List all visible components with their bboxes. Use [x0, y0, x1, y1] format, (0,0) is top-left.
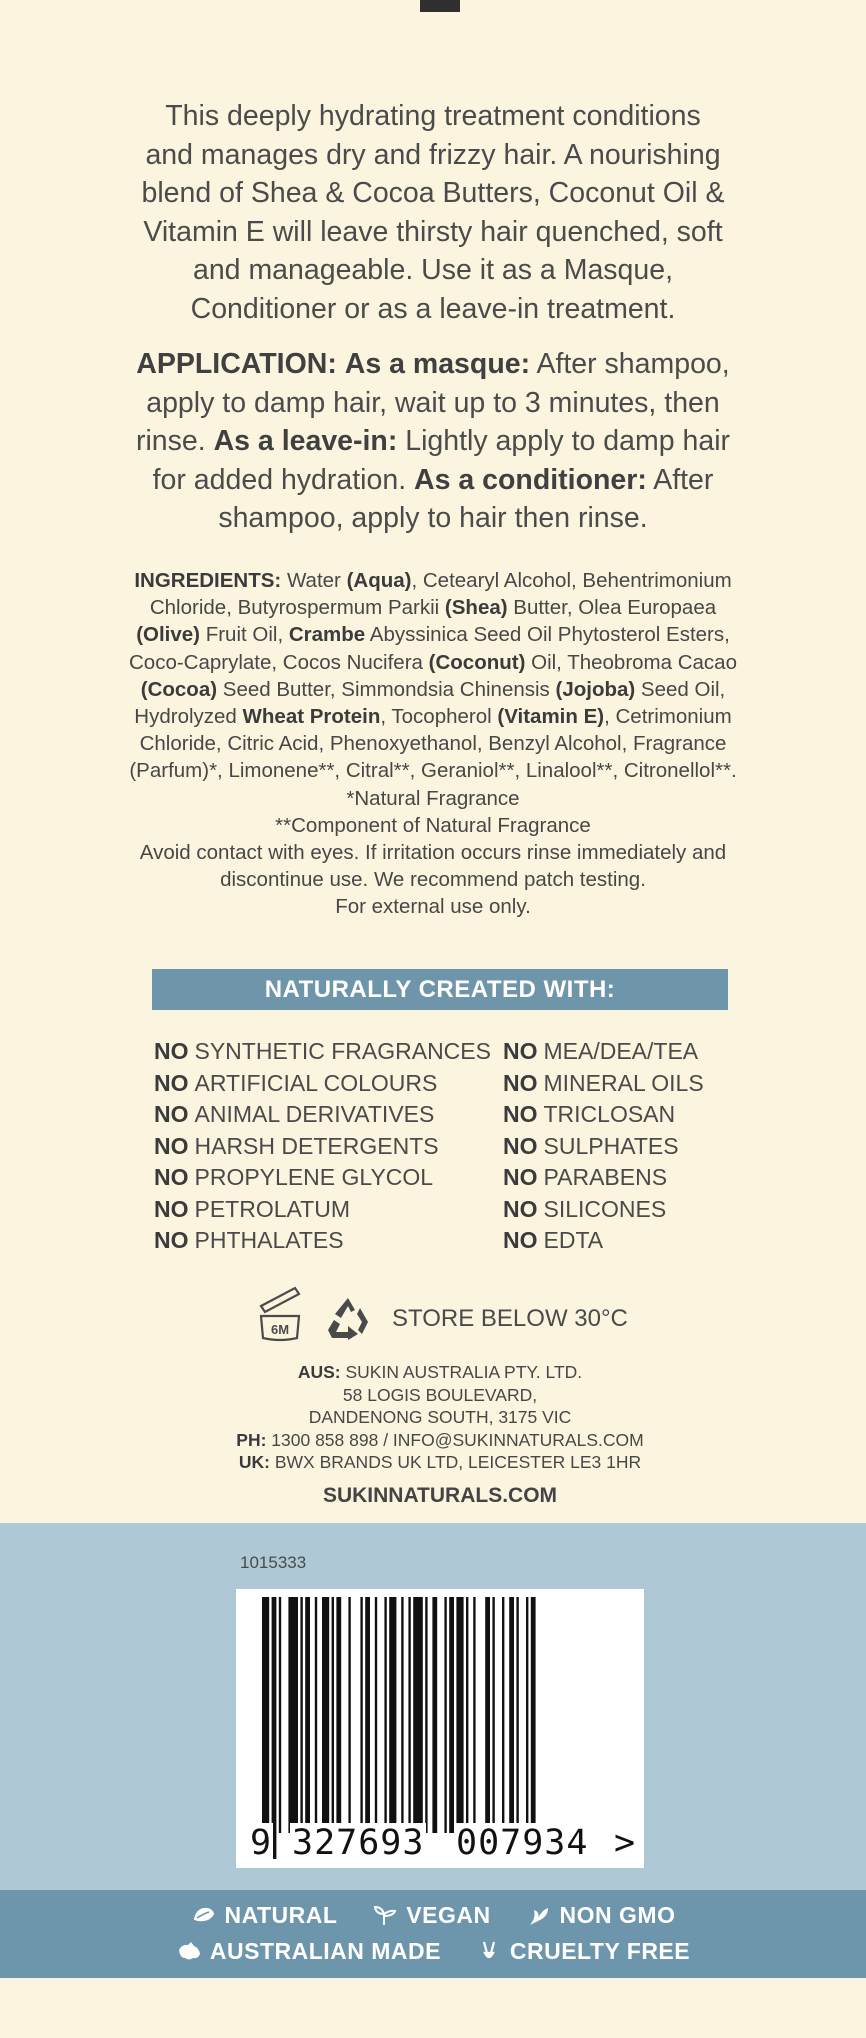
barcode-bar: [375, 1597, 377, 1833]
free-from-label: TRICLOSAN: [543, 1101, 676, 1127]
barcode-bar: [432, 1597, 437, 1833]
application-heading: APPLICATION:: [136, 348, 337, 380]
ingredient-highlight: (Cocoa): [140, 677, 218, 701]
leavein-label: As a leave-in:: [213, 425, 398, 457]
no-word: NO: [154, 1132, 189, 1159]
product-code: 1015333: [240, 1553, 307, 1572]
free-from-item: [503, 1068, 704, 1100]
free-from-item: [503, 1162, 704, 1194]
aus-company: SUKIN AUSTRALIA PTY. LTD.: [345, 1362, 583, 1382]
free-from-label: SILICONES: [543, 1195, 667, 1222]
free-from-item: [154, 1225, 491, 1257]
free-from-item: [154, 1099, 491, 1131]
free-from-item: [154, 1068, 491, 1100]
no-word: NO: [503, 1038, 538, 1064]
barcode-bar: [516, 1597, 518, 1833]
leavein-text: Lightly apply to damp hair for added hydration.: [152, 425, 731, 496]
no-word: NO: [154, 1164, 189, 1190]
ingredients-label: INGREDIENTS:: [134, 569, 282, 592]
free-from-label: ARTIFICIAL COLOURS: [194, 1069, 438, 1096]
description: [118, 97, 748, 328]
masque-text: After shampoo, apply to damp hair, wait up to 3 minutes, then rinse.: [135, 348, 730, 457]
free-from-item: [503, 1036, 704, 1068]
barcode-bar: [466, 1597, 468, 1833]
barcode-bar: [473, 1597, 475, 1833]
uk-label: UK:: [238, 1452, 270, 1472]
ingredient-highlight: (Aqua): [346, 569, 412, 592]
free-from-label: PARABENS: [543, 1164, 668, 1190]
description-line: This deeply hydrating treatment conditions: [165, 100, 701, 132]
eye-warning: Avoid contact with eyes. If irritation occurs rinse immediately and discontinue use. We recommend patch testing.: [139, 841, 727, 892]
barcode-bar: [401, 1597, 403, 1859]
free-from-label: MEA/DEA/TEA: [543, 1038, 699, 1064]
barcode-arrow: >: [614, 1823, 636, 1863]
ingredient-text: Abyssinica Seed Oil Phytosterol Esters, Coco-Caprylate, Cocos Nucifera: [128, 623, 730, 674]
pao-label: 6M: [270, 1322, 290, 1337]
free-from-item: [154, 1194, 491, 1226]
barcode-bar: [288, 1597, 298, 1833]
ingredient-highlight: (Jojoba): [555, 677, 636, 701]
free-from-list-left: [154, 1036, 491, 1257]
barcode-bar: [365, 1597, 370, 1833]
ingredient-highlight: (Olive): [136, 623, 200, 647]
barcode-bar: [485, 1597, 490, 1833]
address-line: DANDENONG SOUTH, 3175 VIC: [308, 1407, 572, 1427]
free-from-item: [503, 1194, 704, 1226]
ingredient-text: Seed Oil, Hydrolyzed: [134, 677, 726, 729]
no-word: NO: [503, 1101, 538, 1127]
free-from-label: MINERAL OILS: [543, 1069, 704, 1096]
barcode-bar: [408, 1597, 410, 1859]
ph-label: PH:: [236, 1429, 267, 1450]
claims-row: [0, 1902, 866, 1929]
uk-line: [130, 1451, 750, 1474]
free-from-label: HARSH DETERGENTS: [194, 1132, 439, 1159]
barcode-bar: [305, 1597, 310, 1833]
barcode-bar: [360, 1597, 362, 1833]
barcode-bar: [526, 1597, 528, 1859]
barcode-bar: [492, 1597, 494, 1833]
barcode-bar: [315, 1597, 317, 1833]
no-word: NO: [503, 1069, 538, 1096]
claim-non-gmo: [526, 1902, 676, 1929]
barcode-bar: [449, 1597, 454, 1833]
phone-email: 1300 858 898 / INFO@SUKINNATURALS.COM: [271, 1429, 644, 1450]
free-from-item: [503, 1225, 704, 1257]
uk-company: BWX BRANDS UK LTD, LEICESTER LE3 1HR: [274, 1452, 642, 1472]
barcode-bar: [272, 1597, 277, 1859]
barcode-bar: [413, 1597, 423, 1833]
no-word: NO: [154, 1227, 189, 1253]
claim-label: NATURAL: [224, 1902, 338, 1928]
claim-cruelty-free: [476, 1938, 690, 1965]
no-word: NO: [503, 1164, 538, 1190]
claim-label: NON GMO: [559, 1902, 676, 1928]
ingredients-block: [125, 567, 741, 921]
company-address: [130, 1361, 750, 1474]
address-line: [130, 1361, 750, 1384]
description-line: and manages dry and frizzy hair. A nourishing: [145, 138, 721, 171]
claim-label: AUSTRALIAN MADE: [209, 1938, 441, 1964]
masque-label: As a masque:: [344, 348, 531, 380]
description-line: Vitamin E will leave thirsty hair quenched, soft: [143, 215, 723, 248]
claims-row: [0, 1938, 866, 1965]
description-line: and manageable. Use it as a Masque,: [192, 254, 674, 286]
ingredient-text: , Cetrimonium Chloride, Citric Acid, Phenoxyethanol, Benzyl Alcohol, Fragrance (Parfum)*, Limonene**, Citral**, Geraniol**, Linalool**, Citronellol**. *Natural Fragrance: [129, 705, 737, 810]
free-from-label: SYNTHETIC FRAGRANCES: [194, 1038, 491, 1064]
claim-australian-made: [176, 1938, 441, 1965]
no-word: NO: [154, 1195, 189, 1222]
barcode-bar: [502, 1597, 504, 1833]
barcode-bar: [531, 1597, 536, 1859]
ingredient-text: Butter, Olea Europaea: [513, 596, 717, 620]
free-from-label: PHTHALATES: [194, 1227, 344, 1253]
leaf-icon: [191, 1904, 217, 1926]
aus-label: AUS:: [297, 1362, 341, 1382]
ingredient-text: , Tocopherol: [380, 705, 492, 729]
no-word: NO: [154, 1069, 189, 1096]
no-word: NO: [154, 1101, 189, 1127]
barcode-bar: [336, 1597, 341, 1833]
barcode-left-group: 327693: [292, 1823, 425, 1863]
barcode-bar: [322, 1597, 329, 1833]
ingredient-highlight: (Vitamin E): [497, 705, 605, 729]
barcode-bar: [332, 1597, 334, 1833]
free-from-item: [154, 1162, 491, 1194]
free-from-item: [503, 1099, 704, 1131]
barcode-bar: [389, 1597, 396, 1833]
ingredient-highlight: (Shea): [444, 596, 508, 620]
claim-vegan: [372, 1902, 490, 1929]
address-line: 58 LOGIS BOULEVARD,: [342, 1384, 538, 1405]
bunny-icon: [476, 1940, 502, 1962]
barcode-bar: [262, 1597, 269, 1859]
barcode-bar: [456, 1597, 463, 1833]
ingredient-text: Fruit Oil,: [205, 623, 284, 647]
no-word: NO: [154, 1038, 189, 1064]
barcode-bar: [425, 1597, 427, 1833]
external-use-note: For external use only.: [335, 895, 531, 919]
free-from-item: [503, 1131, 704, 1163]
free-from-label: PETROLATUM: [194, 1195, 350, 1222]
barcode: [236, 1589, 644, 1868]
free-from-label: EDTA: [543, 1227, 604, 1253]
barcode-bar: [384, 1597, 386, 1833]
no-word: NO: [503, 1195, 538, 1222]
ingredient-text: Water: [286, 569, 341, 592]
barcode-first-digit: 9: [250, 1823, 272, 1863]
free-from-item: [154, 1036, 491, 1068]
naturally-created-banner: NATURALLY CREATED WITH:: [152, 969, 728, 1010]
ingredient-highlight: Crambe: [288, 623, 366, 647]
conditioner-text: After shampoo, apply to hair then rinse.: [218, 463, 714, 534]
claim-natural: [191, 1902, 338, 1929]
free-from-label: ANIMAL DERIVATIVES: [194, 1101, 435, 1127]
phone-line: [130, 1429, 750, 1452]
fragrance-note: **Component of Natural Fragrance: [275, 813, 591, 837]
top-tab: [420, 0, 460, 12]
barcode-bar: [348, 1597, 350, 1833]
conditioner-label: As a conditioner:: [414, 463, 647, 496]
description-line: blend of Shea & Cocoa Butters, Coconut Oil &: [141, 177, 725, 209]
ingredient-text: Seed Butter, Simmondsia Chinensis: [222, 677, 550, 701]
description-line: Conditioner or as a leave-in treatment.: [190, 292, 676, 325]
free-from-item: [154, 1131, 491, 1163]
open-jar-icon: [255, 1284, 305, 1342]
ingredient-text: , Cetearyl Alcohol, Behentrimonium Chloride, Butyrospermum Parkii: [149, 569, 732, 620]
application-instructions: [118, 345, 748, 538]
free-from-label: SULPHATES: [543, 1132, 679, 1159]
claim-label: VEGAN: [406, 1902, 491, 1928]
ingredient-text: Oil, Theobroma Cacao: [531, 650, 737, 674]
recycle-icon: [324, 1294, 372, 1342]
ingredients-list: [125, 567, 741, 812]
barcode-bar: [279, 1597, 281, 1833]
storage-instruction: STORE BELOW 30°C: [392, 1305, 628, 1332]
ingredient-highlight: (Coconut): [428, 650, 526, 674]
free-from-list-right: [503, 1036, 704, 1257]
barcode-bar: [444, 1597, 446, 1833]
barcode-bar: [300, 1597, 302, 1833]
no-word: NO: [503, 1227, 538, 1253]
plant-icon: [526, 1904, 552, 1926]
no-word: NO: [503, 1132, 538, 1159]
australia-icon: [176, 1940, 202, 1962]
sprout-icon: [372, 1904, 398, 1926]
ingredient-highlight: Wheat Protein: [242, 705, 381, 729]
claim-label: CRUELTY FREE: [509, 1938, 691, 1964]
barcode-bar: [509, 1597, 514, 1833]
free-from-label: PROPYLENE GLYCOL: [194, 1164, 434, 1190]
website-url: SUKINNATURALS.COM: [322, 1484, 558, 1507]
barcode-right-group: 007934: [456, 1823, 589, 1863]
